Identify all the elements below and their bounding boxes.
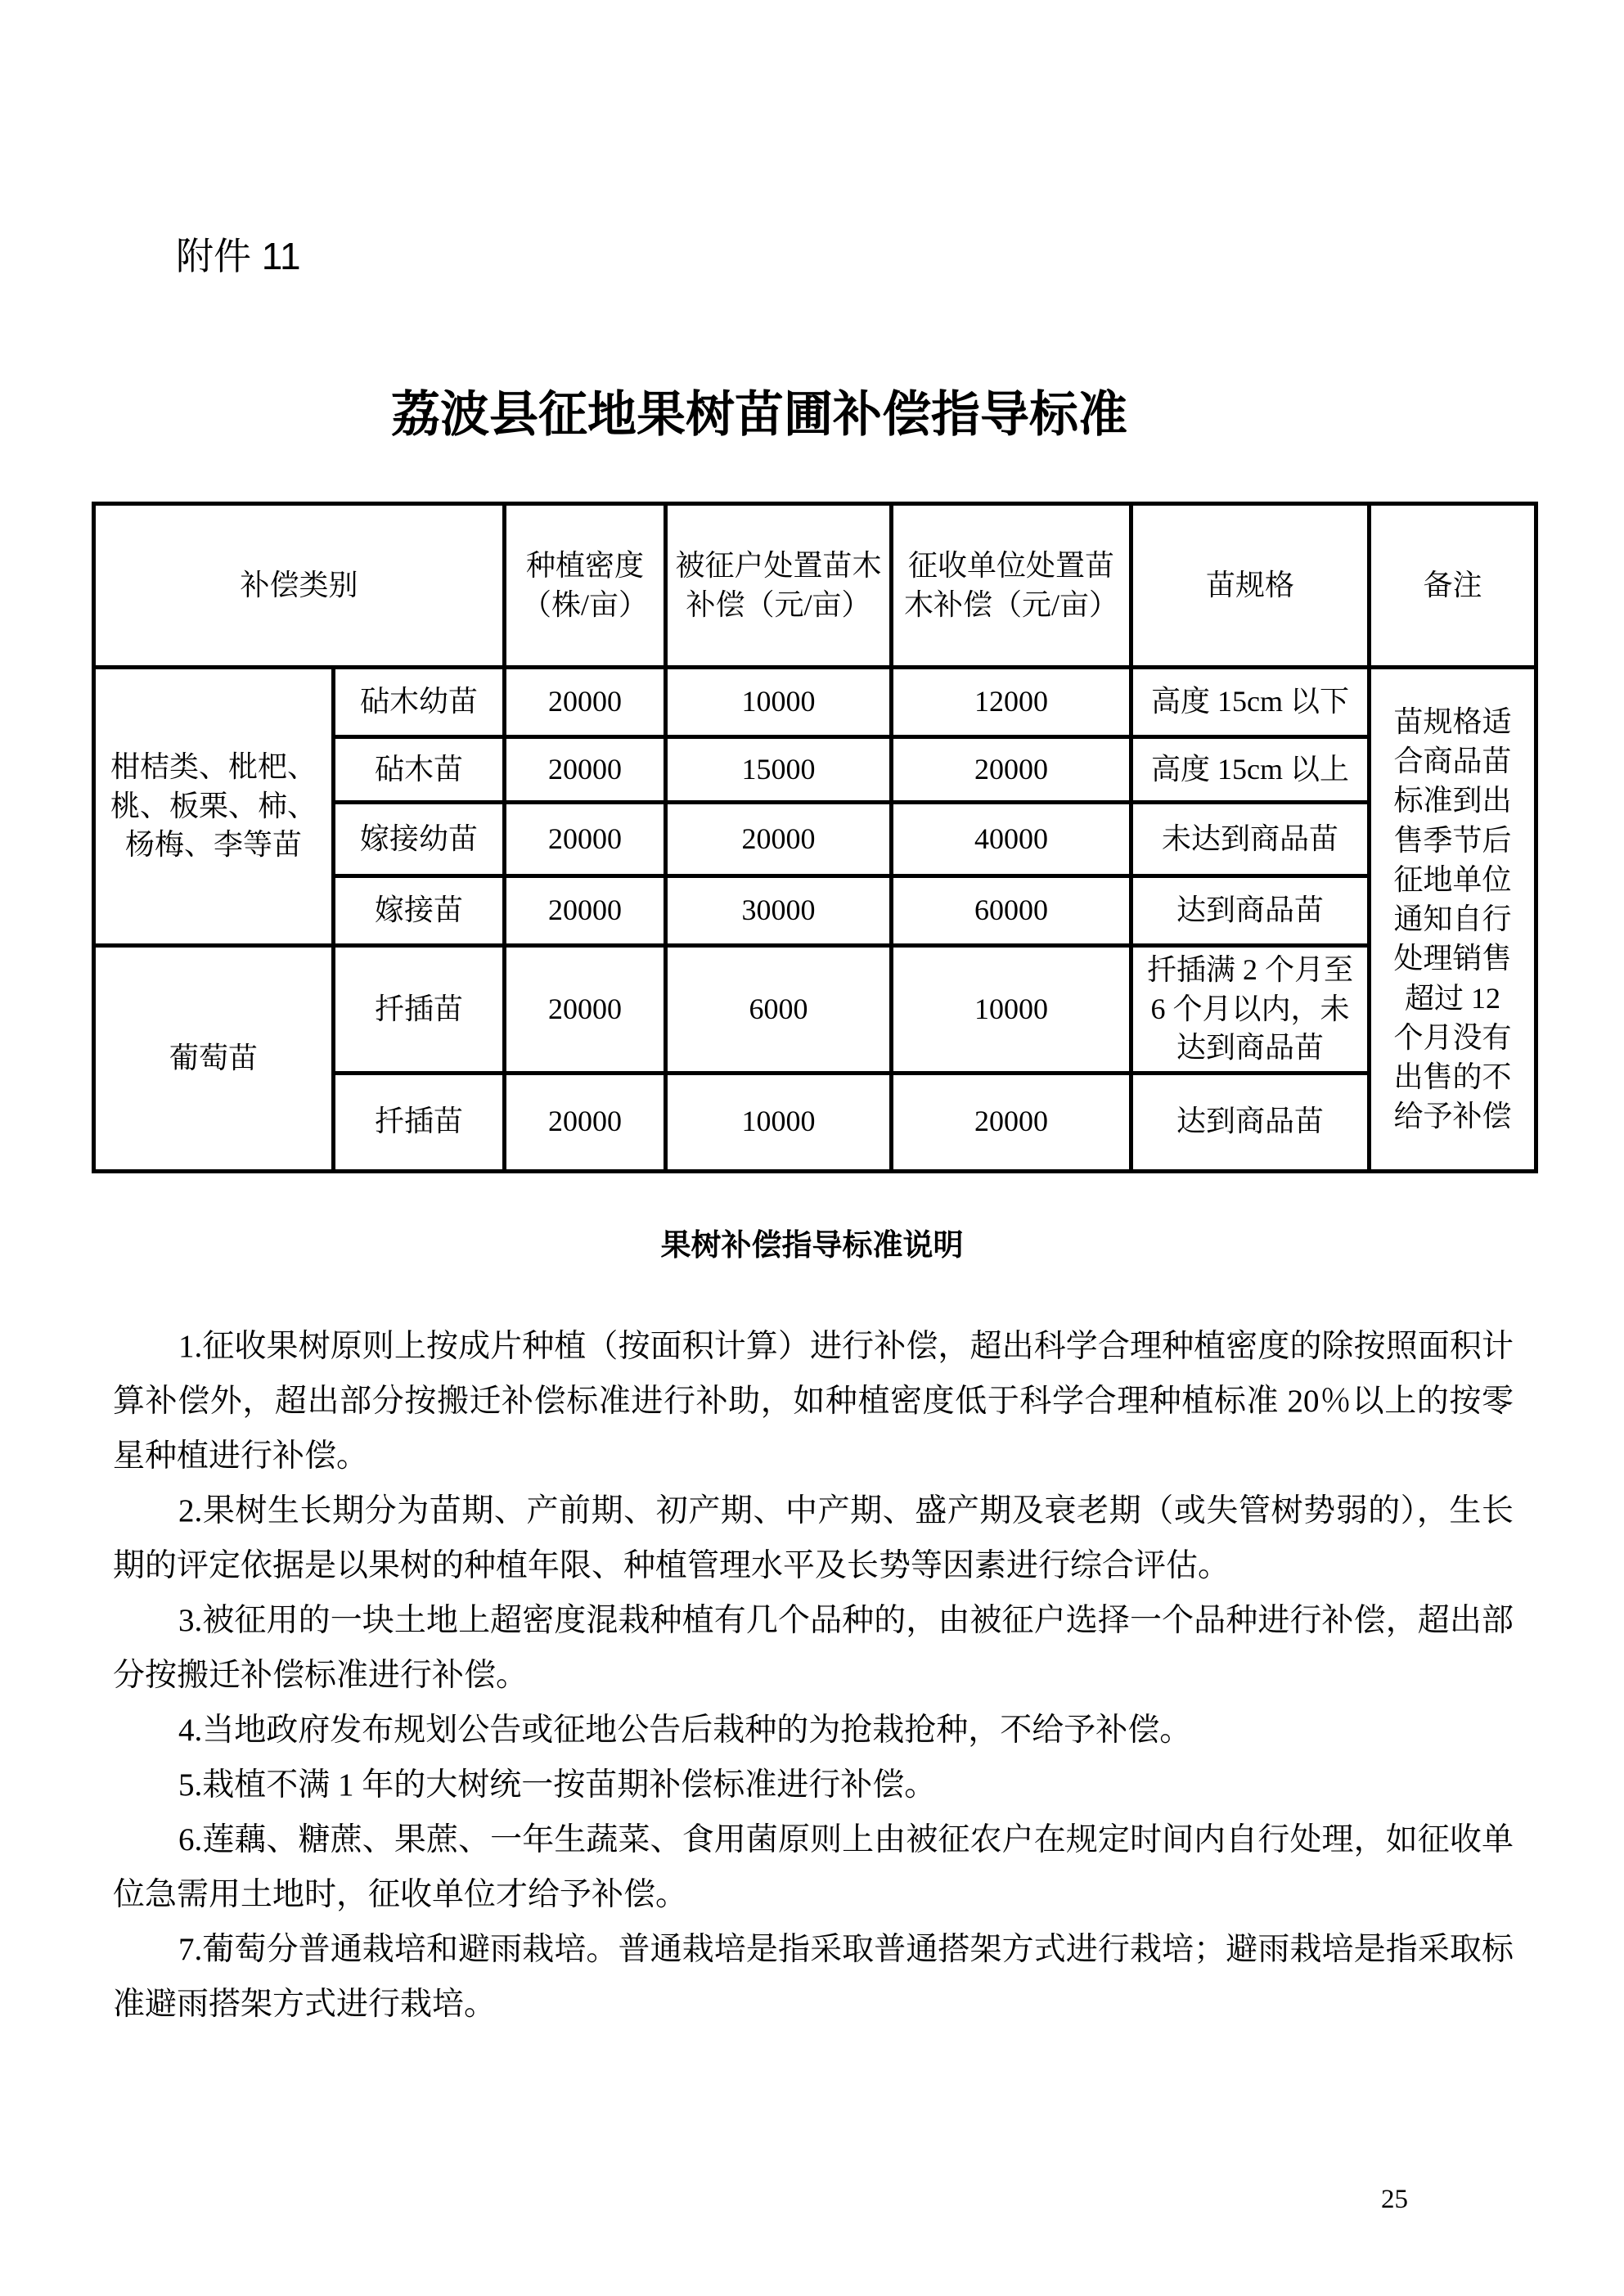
header-remark: 备注	[1370, 504, 1536, 668]
cell-subtype: 嫁接苗	[334, 876, 505, 946]
cell-spec: 高度 15cm 以上	[1131, 737, 1370, 803]
cell-household-compensation: 15000	[666, 737, 892, 803]
note-paragraph-6: 6.莲藕、糖蔗、果蔗、一年生蔬菜、食用菌原则上由被征农户在规定时间内自行处理，如征收单位急需用土地时，征收单位才给予补偿。	[113, 1822, 1514, 1912]
header-spec: 苗规格	[1131, 504, 1370, 668]
group-label-grape-seedlings: 葡萄苗	[94, 946, 334, 1172]
table-row	[94, 668, 1536, 737]
cell-density: 20000	[505, 876, 666, 946]
group-label-citrus-seedlings: 柑桔类、枇杷、桃、板栗、柿、杨梅、李等苗	[94, 668, 334, 946]
cell-unit-compensation: 60000	[892, 876, 1131, 946]
cell-household-compensation: 10000	[666, 668, 892, 737]
note-paragraph-1: 1.征收果树原则上按成片种植（按面积计算）进行补偿，超出科学合理种植密度的除按照面积计算补偿外，超出部分按搬迁补偿标准进行补助，如种植密度低于科学合理种植标准 20％以上的按零星种植进行补偿。	[113, 1329, 1514, 1474]
header-unit-disposal: 征收单位处置苗木补偿（元/亩）	[892, 504, 1131, 668]
header-household-disposal: 被征户处置苗木补偿（元/亩）	[666, 504, 892, 668]
header-density: 种植密度（株/亩）	[505, 504, 666, 668]
cell-density: 20000	[505, 946, 666, 1074]
cell-spec: 达到商品苗	[1131, 876, 1370, 946]
cell-density: 20000	[505, 1073, 666, 1171]
cell-unit-compensation: 10000	[892, 946, 1131, 1074]
cell-subtype: 扦插苗	[334, 946, 505, 1074]
cell-household-compensation: 20000	[666, 803, 892, 876]
cell-remark: 苗规格适合商品苗标准到出售季节后征地单位通知自行处理销售超过 12 个月没有出售的不给予补偿	[1370, 668, 1536, 1172]
table-row	[94, 946, 1536, 1074]
cell-unit-compensation: 12000	[892, 668, 1131, 737]
header-category: 补偿类别	[94, 504, 505, 668]
note-paragraph-3: 3.被征用的一块土地上超密度混栽种植有几个品种的，由被征户选择一个品种进行补偿，超出部分按搬迁补偿标准进行补偿。	[113, 1603, 1514, 1693]
note-paragraph-5: 5.栽植不满 1 年的大树统一按苗期补偿标准进行补偿。	[178, 1767, 937, 1803]
note-paragraph-7: 7.葡萄分普通栽培和避雨栽培。普通栽培是指采取普通搭架方式进行栽培；避雨栽培是指采取标准避雨搭架方式进行栽培。	[113, 1932, 1514, 2022]
note-paragraph-2: 2.果树生长期分为苗期、产前期、初产期、中产期、盛产期及衰老期（或失管树势弱的），生长期的评定依据是以果树的种植年限、种植管理水平及长势等因素进行综合评估。	[113, 1493, 1514, 1583]
cell-household-compensation: 30000	[666, 876, 892, 946]
notes-body	[113, 1319, 1514, 2032]
cell-spec: 达到商品苗	[1131, 1073, 1370, 1171]
cell-subtype: 砧木苗	[334, 737, 505, 803]
cell-density: 20000	[505, 668, 666, 737]
cell-spec: 高度 15cm 以下	[1131, 668, 1370, 737]
cell-subtype: 砧木幼苗	[334, 668, 505, 737]
note-paragraph-4: 4.当地政府发布规划公告或征地公告后栽种的为抢栽抢种，不给予补偿。	[178, 1713, 1192, 1748]
cell-density: 20000	[505, 803, 666, 876]
document-title: 荔波县征地果树苗圃补偿指导标准	[391, 388, 1127, 442]
cell-spec: 扦插满 2 个月至 6 个月以内，未达到商品苗	[1131, 946, 1370, 1074]
cell-subtype: 嫁接幼苗	[334, 803, 505, 876]
cell-subtype: 扦插苗	[334, 1073, 505, 1171]
notes-section-title: 果树补偿指导标准说明	[660, 1229, 964, 1263]
table-header-row	[94, 504, 1536, 668]
cell-density: 20000	[505, 737, 666, 803]
cell-household-compensation: 6000	[666, 946, 892, 1074]
cell-unit-compensation: 40000	[892, 803, 1131, 876]
cell-household-compensation: 10000	[666, 1073, 892, 1171]
attachment-label: 附件 11	[176, 235, 301, 277]
cell-unit-compensation: 20000	[892, 1073, 1131, 1171]
cell-unit-compensation: 20000	[892, 737, 1131, 803]
compensation-table	[92, 502, 1538, 1173]
page-number: 25	[1381, 2185, 1408, 2214]
cell-spec: 未达到商品苗	[1131, 803, 1370, 876]
